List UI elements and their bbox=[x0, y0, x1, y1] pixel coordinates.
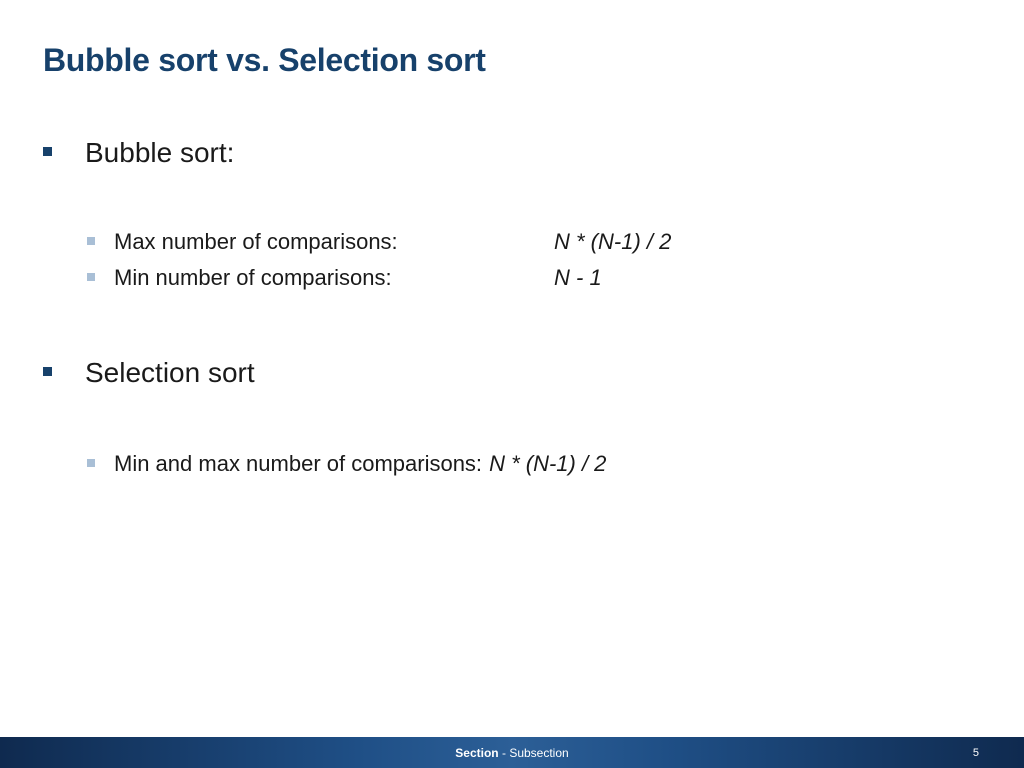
square-bullet-icon bbox=[43, 147, 52, 156]
bullet-heading: Bubble sort: bbox=[85, 137, 235, 168]
formula: N * (N-1) / 2 bbox=[554, 229, 672, 254]
sub-bullet-min-comparisons bbox=[87, 265, 602, 291]
sub-bullet-label: Max number of comparisons: bbox=[114, 229, 398, 254]
bullet-heading: Selection sort bbox=[85, 357, 255, 388]
square-bullet-icon bbox=[87, 459, 95, 467]
bullet-selection-sort bbox=[43, 357, 255, 389]
sub-bullet-label: Min and max number of comparisons: bbox=[114, 451, 483, 476]
footer-separator: - bbox=[498, 746, 510, 760]
sub-bullet-max-comparisons bbox=[87, 229, 671, 255]
bullet-bubble-sort bbox=[43, 137, 234, 169]
formula: N - 1 bbox=[554, 265, 602, 290]
page-number: 5 bbox=[972, 747, 979, 759]
footer-section: Section bbox=[455, 746, 499, 760]
sub-bullet-min-max-comparisons bbox=[87, 451, 606, 477]
square-bullet-icon bbox=[87, 237, 95, 245]
footer-text bbox=[0, 746, 1024, 760]
sub-bullet-label: Min number of comparisons: bbox=[114, 265, 392, 290]
formula: N * (N-1) / 2 bbox=[489, 451, 607, 476]
square-bullet-icon bbox=[43, 367, 52, 376]
footer-subsection: Subsection bbox=[509, 746, 569, 760]
footer-bar bbox=[0, 737, 1024, 768]
square-bullet-icon bbox=[87, 273, 95, 281]
slide-title: Bubble sort vs. Selection sort bbox=[43, 42, 486, 78]
